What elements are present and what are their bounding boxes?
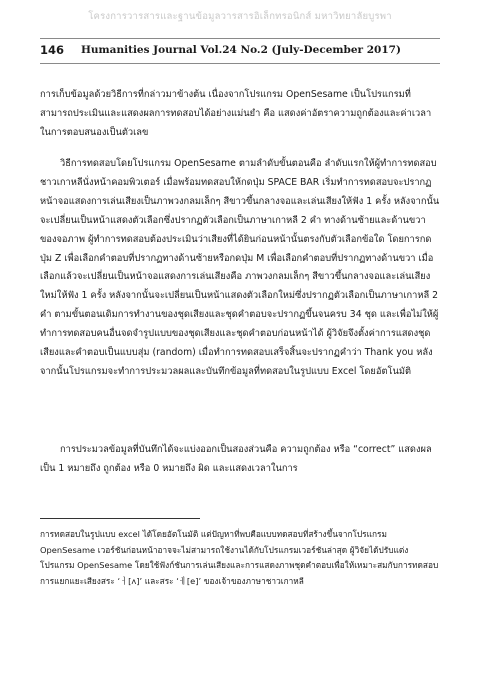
body-paragraph-2: วิธีการทดสอบโดยโปรแกรม OpenSesame ตามลำดับขั้นตอนคือ ลำดับแรกให้ผู้ทำการทดสอบชาวเกาหลีนั่งหน้าคอมพิวเตอร์ เมื่อพร้อมทดสอบให้กดปุ่ม SPACE BAR เริ่มทำการทดสอบจะปรากฏหน้าจอแสดงการเล่นเสียงเป็นภาพวงกลมเล็กๆ สีขาวขึ้นกลางจอและเล่นเสียงให้ฟัง 1 ครั้ง หลังจากนั้นจะเปลี่ยนเป็นหน้าแสดงตัวเลือกซึ่งปรากฏตัวเลือกเป็นภาษาเกาหลี 2 คำ ทางด้านซ้ายและด้านขวาของจอภาพ ผู้ทำการทดสอบต้องประเมินว่าเสียงที่ได้ยินก่อนหน้านั้นตรงกับตัวเลือกข้อใด โดยการกดปุ่ม Z เพื่อเลือกคำตอบที่ปรากฏทางด้านซ้ายหรือกดปุ่ม M เพื่อเลือกคำตอบที่ปรากฏทางด้านขวา เมื่อเลือกแล้วจะเปลี่ยนเป็นหน้าจอแสดงการเล่นเสียงคือ ภาพวงกลมเล็กๆ สีขาวขึ้นกลางจอและเล่นเสียงใหม่ให้ฟัง 1 ครั้ง หลังจากนั้นจะเปลี่ยนเป็นหน้าแสดงตัวเลือกใหม่ซึ่งปรากฏตัวเลือกเป็นภาษาเกาหลี 2 คำ ตามขั้นตอนเดิมการทำงานของชุดเสียงและชุดคำตอบจะปรากฏขึ้นจนครบ 34 ชุด และเพื่อไม่ให้ผู้ทำการทดสอบคนอื่นจดจำรูปแบบของชุดเสียงและชุดคำตอบก่อนหน้าได้ ผู้วิจัยจึงตั้งค่าการแสดงชุดเสียงและคำตอบเป็นแบบสุ่ม (random) เมื่อทำการทดสอบเสร็จสิ้นจะปรากฏคำว่า Thank you หลังจากนั้นโปรแกรมจะทำการประมวลผลและบันทึกข้อมูลที่ทดสอบในรูปแบบ Excel โดยอัตโนมัติ — [40, 158, 440, 377]
body-paragraph-1: การเก็บข้อมูลด้วยวิธีการที่กล่าวมาข้างต้น เนื่องจากโปรแกรม OpenSesame เป็นโปรแกรมที่สามารถประเมินและแสดงผลการทดสอบได้อย่างแม่นยำ คือ แสดงค่าอัตราความถูกต้องและค่าเวลาในการตอบสนองเป็นตัวเลข — [40, 89, 432, 138]
page-header — [40, 38, 440, 64]
watermark: โครงการวารสารและฐานข้อมูลวารสารอิเล็กทรอนิกส์ มหาวิทยาลัยบูรพา — [88, 11, 392, 22]
body-paragraph-3: การประมวลข้อมูลที่บันทึกได้จะแบ่งออกเป็นสองส่วนคือ ความถูกต้อง หรือ “correct” แสดงผลเป็น 1 หมายถึง ถูกต้อง หรือ 0 หมายถึง ผิด และแสดงเวลาในการ — [40, 444, 432, 474]
journal-title: Humanities Journal Vol.24 No.2 (July-December 2017) — [81, 44, 401, 56]
footnote: การทดสอบในรูปแบบ excel ได้โดยอัตโนมัติ แต่ปัญหาที่พบคือแบบทดสอบที่สร้างขึ้นจากโปรแกรม OpenSesame เวอร์ชันก่อนหน้าอาจจะไม่สามารถใช้งานได้กับโปรแกรมเวอร์ชันล่าสุด ผู้วิจัยได้ปรับแต่งโปรแกรม OpenSesame โดยใช้ฟังก์ชันการเล่นเสียงและการแสดงภาพชุดคำตอบเพื่อให้เหมาะสมกับการทดสอบการแยกแยะเสียงสระ ‘ㅓ[ʌ]’ และสระ ‘ㅔ[e]’ ของเจ้าของภาษาชาวเกาหลี — [40, 529, 439, 586]
footnote-divider — [40, 518, 200, 519]
page-number: 146 — [40, 43, 65, 57]
